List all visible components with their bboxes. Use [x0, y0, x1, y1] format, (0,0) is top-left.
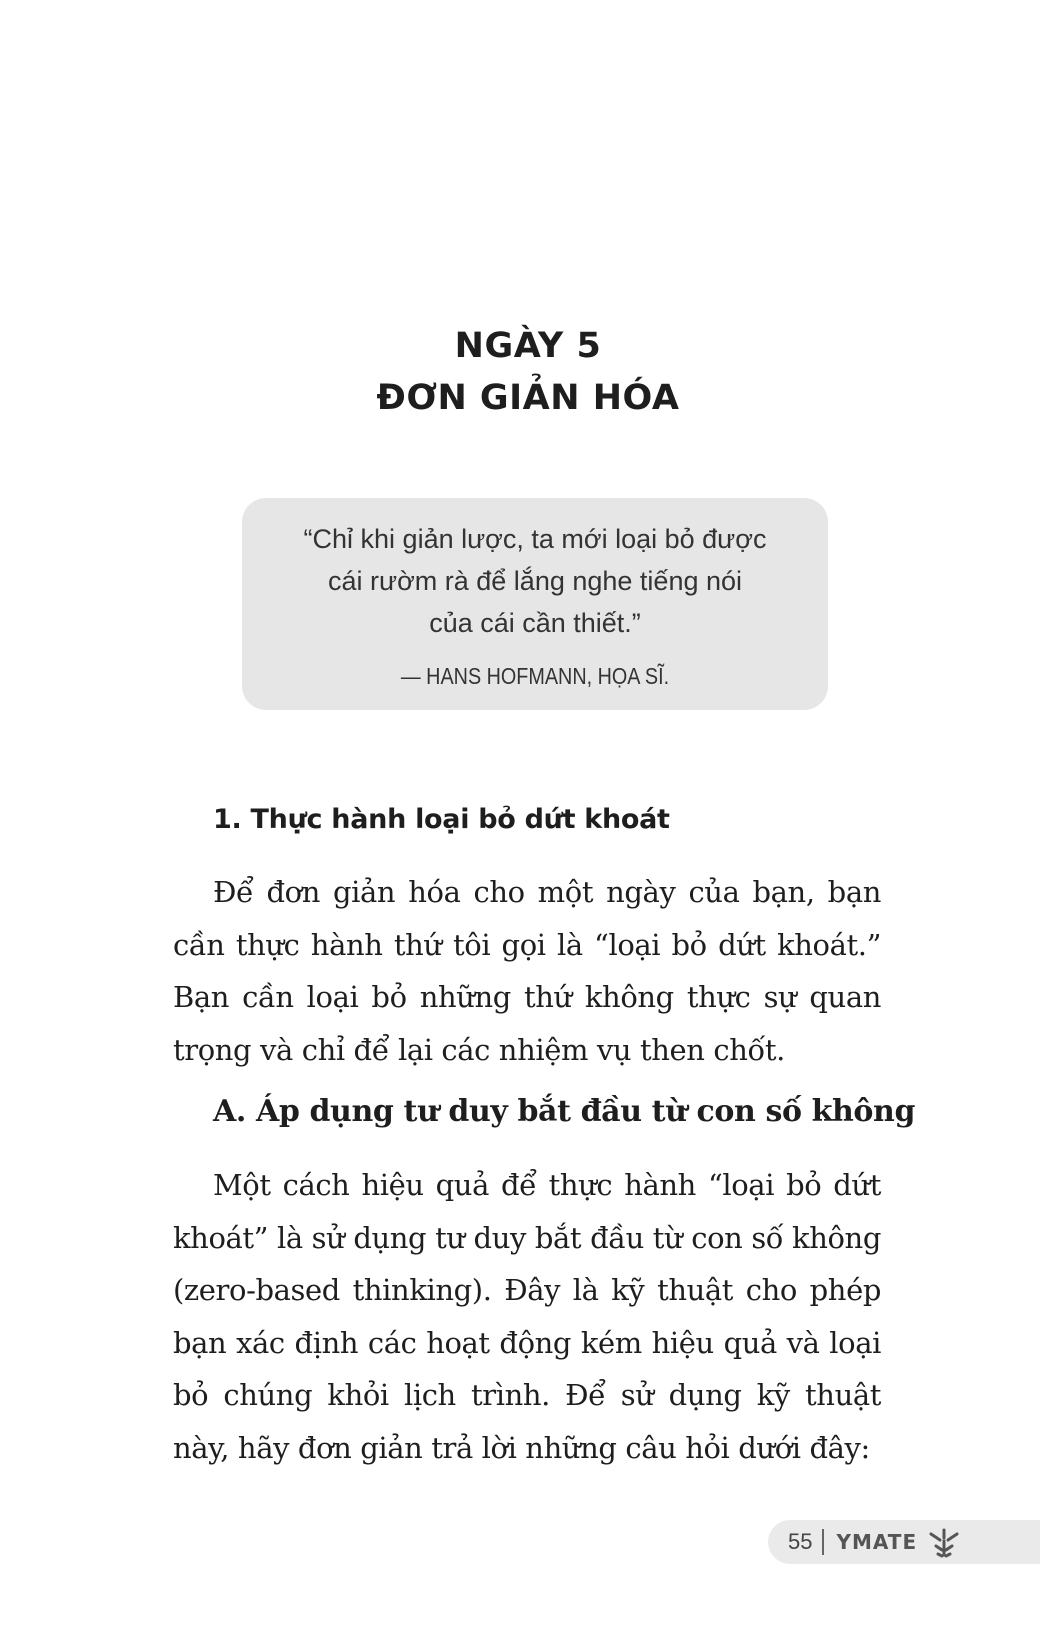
- page-number: 55: [788, 1529, 813, 1554]
- quote-box: [242, 498, 828, 710]
- sub-heading: A. Áp dụng tư duy bắt đầu từ con số không: [213, 1094, 916, 1129]
- section-heading: 1. Thực hành loại bỏ dứt khoát: [213, 804, 670, 835]
- paragraph-2: Một cách hiệu quả để thực hành “loại bỏ dứt khoát” là sử dụng tư duy bắt đầu từ con số không (zero-based thinking). Đây là kỹ thuật cho phép bạn xác định các hoạt động kém hiệu quả và loại bỏ chúng khỏi lịch trình. Để sử dụng kỹ thuật này, hãy đơn giản trả lời những câu hỏi dưới đây:: [173, 1168, 881, 1465]
- chapter-title-text: ĐƠN GIẢN HÓA: [376, 378, 680, 418]
- chapter-title: [0, 320, 1040, 424]
- quote-line-2: cái rườm rà để lắng nghe tiếng nói: [327, 566, 743, 596]
- page-footer-tab: [768, 1520, 1040, 1564]
- quote-attribution: — HANS HOFMANN, HỌA SĨ.: [400, 663, 670, 689]
- brand-logo-icon: [927, 1526, 961, 1558]
- chapter-day-label: NGÀY 5: [454, 326, 602, 366]
- brand-name: YMATE: [836, 1530, 918, 1554]
- footer-divider: [822, 1529, 824, 1555]
- quote-line-1: “Chỉ khi giản lược, ta mới loại bỏ được: [303, 524, 767, 554]
- paragraph-1: Để đơn giản hóa cho một ngày của bạn, bạn cần thực hành thứ tôi gọi là “loại bỏ dứt khoát.” Bạn cần loại bỏ những thứ không thực sự quan trọng và chỉ để lại các nhiệm vụ then chốt.: [173, 875, 881, 1067]
- quote-line-3: của cái cần thiết.”: [429, 608, 641, 638]
- quote-text: [242, 518, 828, 644]
